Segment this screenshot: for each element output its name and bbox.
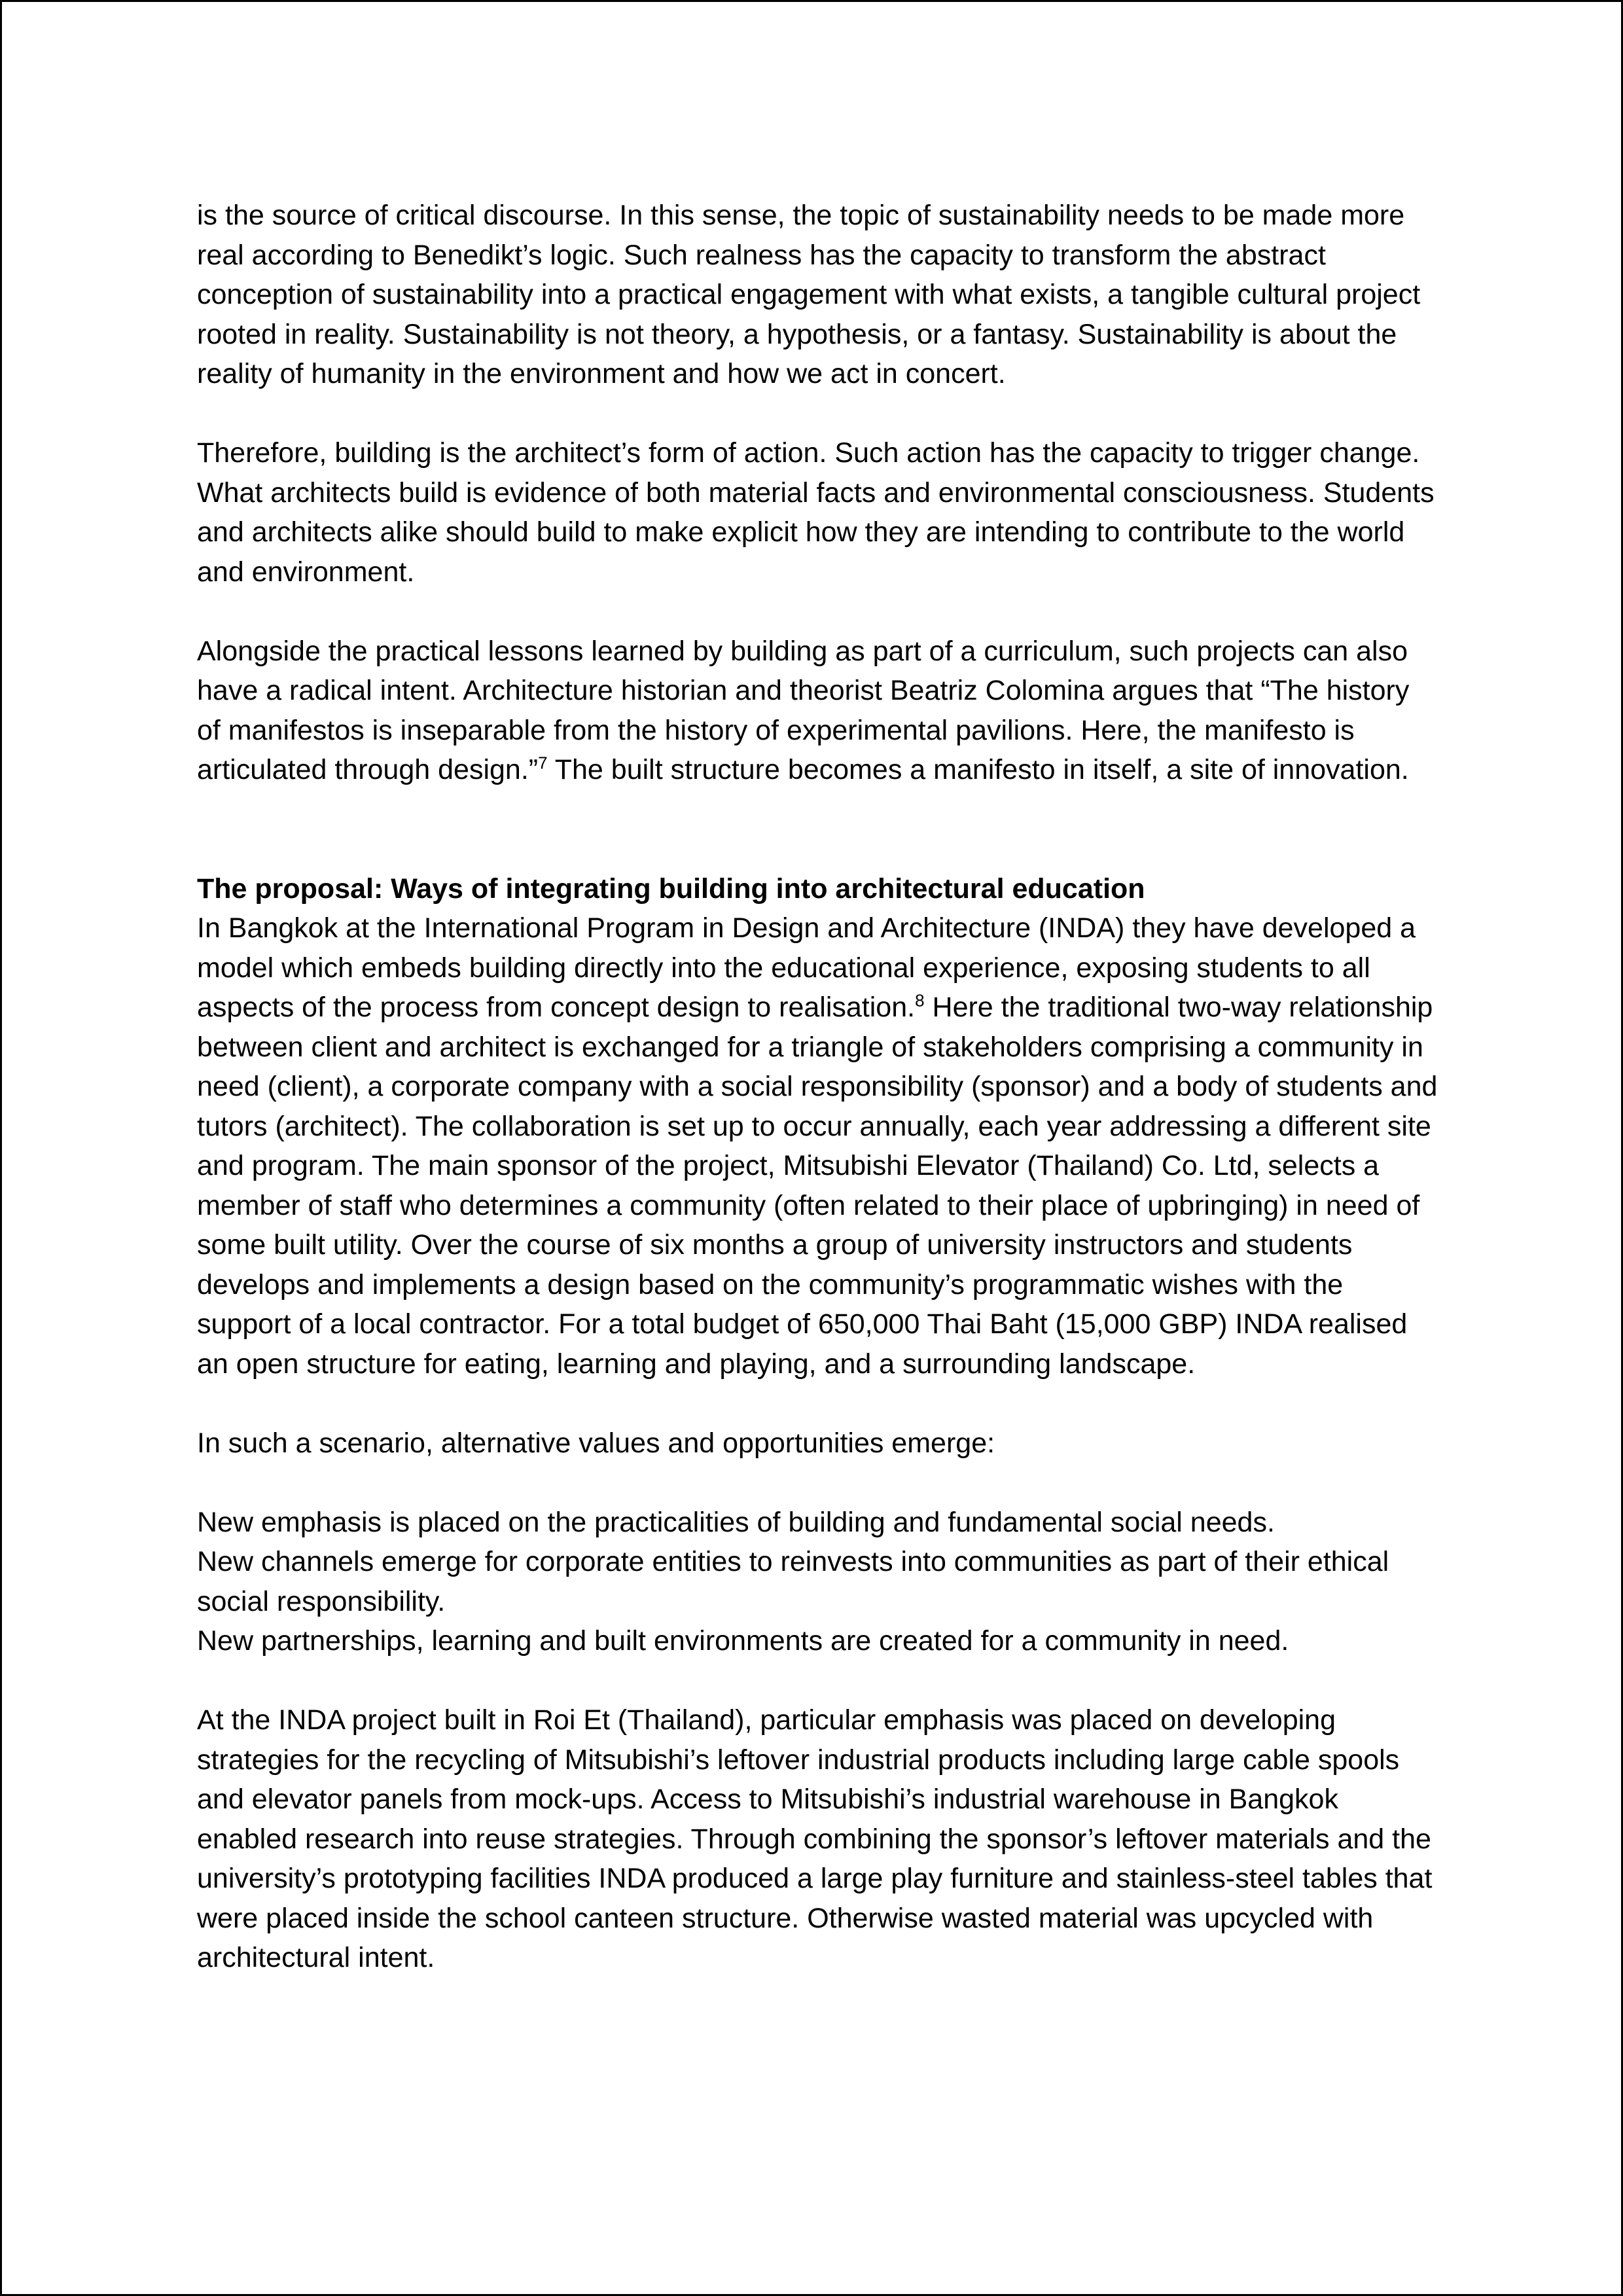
- section-spacer: [197, 790, 1440, 869]
- paragraph-inda-model: [197, 908, 1440, 1384]
- paragraph-spacer: [197, 1384, 1440, 1424]
- paragraph-spacer: [197, 1661, 1440, 1701]
- paragraph-text: Here the traditional two-way relationship between client and architect is exchanged for a triangle of stakeholders comprising a community in need (client), a corporate company with a social responsibility (sponsor) and a body of students and tutors (architect). The collaboration is set up to occur annually, each year addressing a different site and program. The main sponsor of the project, Mitsubishi Elevator (Thailand) Co. Ltd, selects a member of staff who determines a community (often related to their place of upbringing) in need of some built utility. Over the course of six months a group of university instructors and students develops and implements a design based on the community’s programmatic wishes with the support of a local contractor. For a total budget of 650,000 Thai Baht (15,000 GBP) INDA realised an open structure for eating, learning and playing, and a surrounding landscape.: [197, 992, 1438, 1380]
- paragraph-building-as-action: Therefore, building is the architect’s form of action. Such action has the capacity to trigger change. What architects build is evidence of both material facts and environmental consciousness. Students and architects alike should build to make explicit how they are intending to contribute to the world and environment.: [197, 437, 1435, 588]
- footnote-marker-7: 7: [538, 753, 548, 773]
- paragraph-text: The built structure becomes a manifesto in itself, a site of innovation.: [547, 754, 1409, 785]
- list-item: New partnerships, learning and built environments are created for a community in need.: [197, 1625, 1289, 1657]
- paragraph-sustainability-realness: is the source of critical discourse. In this sense, the topic of sustainability needs to be made more real according to Benedikt’s logic. Such realness has the capacity to transform the abstract conception of sustainability into a practical engagement with what exists, a tangible cultural project rooted in reality. Sustainability is not theory, a hypothesis, or a fantasy. Sustainability is about the reality of humanity in the environment and how we act in concert.: [197, 200, 1421, 389]
- section-heading: The proposal: Ways of integrating building into architectural education: [197, 872, 1145, 905]
- paragraph-radical-intent: [197, 632, 1440, 790]
- list-item: New emphasis is placed on the practicalities of building and fundamental social needs.: [197, 1506, 1275, 1538]
- document-body: [197, 196, 1440, 1978]
- paragraph-spacer: [197, 592, 1440, 632]
- paragraph-text: Alongside the practical lessons learned by building as part of a curriculum, such projects can also have a radical intent. Architecture historian and theorist Beatriz Colomina argues that “The history of manifestos is inseparable from the history of experimental pavilions. Here, the manifesto is articulated through design.”: [197, 635, 1410, 785]
- paragraph-scenario-intro: In such a scenario, alternative values and opportunities emerge:: [197, 1427, 995, 1459]
- list-item: New channels emerge for corporate entities to reinvests into communities as part of their ethical social responsibility.: [197, 1546, 1389, 1617]
- footnote-marker-8: 8: [915, 990, 925, 1011]
- paragraph-roi-et-project: At the INDA project built in Roi Et (Thailand), particular emphasis was placed on developing strategies for the recycling of Mitsubishi’s leftover industrial products including large cable spools and elevator panels from mock-ups. Access to Mitsubishi’s industrial warehouse in Bangkok enabled research into reuse strategies. Through combining the sponsor’s leftover materials and the university’s prototyping facilities INDA produced a large play furniture and stainless-steel tables that were placed inside the school canteen structure. Otherwise wasted material was upcycled with architectural intent.: [197, 1704, 1433, 1973]
- paragraph-text: In Bangkok at the International Program in Design and Architecture (INDA) they have developed a model which embeds building directly into the educational experience, exposing students to all aspects of the process from concept design to realisation.: [197, 912, 1416, 1023]
- paragraph-spacer: [197, 1463, 1440, 1503]
- paragraph-spacer: [197, 394, 1440, 434]
